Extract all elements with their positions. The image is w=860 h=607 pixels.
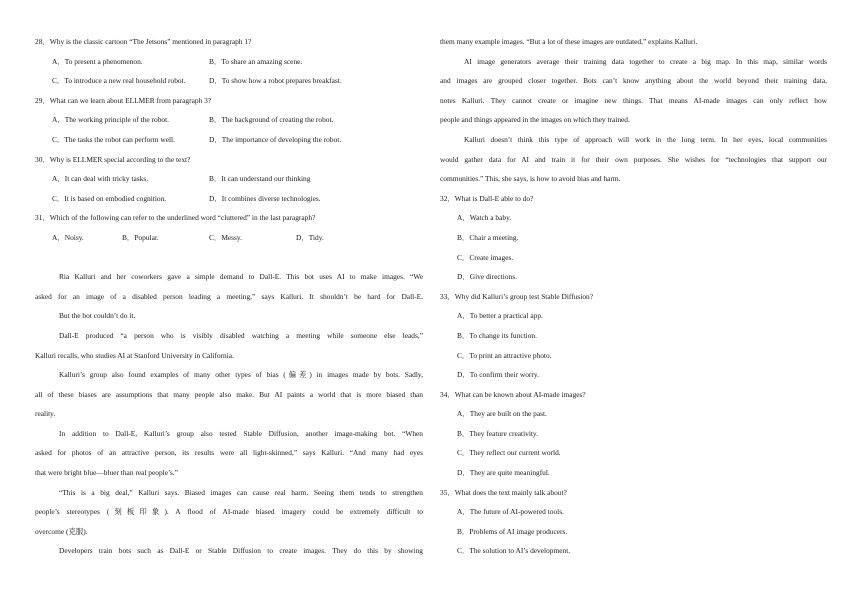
option-30-c: C．It is based on embodied cognition. — [52, 193, 167, 203]
question-29-options-row2 — [35, 130, 423, 150]
passage-line: But the bot couldn’t do it. — [59, 311, 136, 321]
passage-line: all of these biases are assumptions that many people also make. But AI paints a world that is more biased than — [35, 389, 423, 399]
option-32-a: A．Watch a baby. — [457, 213, 512, 223]
passage-line: “This is a big deal,” Kalluri says. Biased images can cause real harm. Seeing them tends to strengthen — [59, 487, 423, 497]
passage-line: would gather data for AI and train it for their own purposes. She wishes for “technologies that support our — [440, 154, 827, 164]
question-31-stem: 31．Which of the following can refer to the underlined word “cluttered” in the last paragraph? — [35, 213, 316, 223]
passage-line: overcome (克服). — [35, 526, 88, 536]
option-32-d: D．Give directions. — [457, 272, 517, 282]
option-35-b: B．Problems of AI image producers. — [457, 526, 568, 536]
question-28-options-row2 — [35, 71, 423, 91]
question-30-options-row2 — [35, 189, 423, 209]
question-34-stem: 34．What can be known about AI-made images? — [440, 389, 586, 399]
passage-line: them many example images. “But a lot of these images are outdated,” explains Kalluri. — [440, 37, 698, 46]
option-28-d: D．To show how a robot prepares breakfast. — [209, 76, 342, 86]
option-33-a: A．To better a practical app. — [457, 311, 543, 321]
option-31-c: C．Messy. — [209, 232, 242, 242]
passage-line: Dall-E produced “a person who is visibly disabled watching a meeting while someone else leads,” — [59, 330, 423, 340]
option-28-c: C．To introduce a new real household robot. — [52, 76, 186, 86]
option-31-d: D．Tidy. — [296, 232, 324, 242]
option-29-c: C．The tasks the robot can perform well. — [52, 134, 175, 144]
question-29-stem: 29．What can we learn about ELLMER from paragraph 3? — [35, 95, 212, 105]
passage-line: that were bright blue—bluer than real people’s.” — [35, 468, 179, 478]
option-35-a: A．The future of AI-powered tools. — [457, 507, 564, 517]
passage-right — [440, 32, 827, 189]
question-31-options-row — [35, 228, 423, 248]
passage-line: Developers train bots such as Dall-E or Stable Diffusion to create images. They do this by showing — [59, 546, 423, 556]
option-29-a: A．The working principle of the robot. — [52, 115, 169, 125]
option-29-b: B．The background of creating the robot. — [209, 115, 334, 125]
passage-line: Ria Kalluri and her coworkers gave a simple demand to Dall-E. This bot uses AI to make images. “We — [59, 272, 423, 282]
option-35-c: C．The solution to AI’s development. — [457, 546, 571, 556]
option-34-d: D．They are quite meaningful. — [457, 468, 550, 478]
option-33-b: B．To change its function. — [457, 330, 537, 340]
option-32-c: C．Create images. — [457, 252, 514, 262]
passage-line: Kalluri recalls, who studies AI at Stanford University in California. — [35, 350, 234, 360]
left-column — [35, 32, 423, 561]
option-33-c: C．To print an attractive photo. — [457, 350, 552, 360]
option-30-a: A．It can deal with tricky tasks. — [52, 174, 149, 184]
passage-line: Kalluri doesn’t think this type of approach will work in the long term. In her eyes, local communities — [464, 134, 827, 144]
option-34-c: C．They reflect our current world. — [457, 448, 561, 458]
option-28-a: A．To present a phenomenon. — [52, 56, 143, 66]
question-28-options-row1 — [35, 52, 423, 72]
question-30-stem: 30．Why is ELLMER special according to the text? — [35, 154, 191, 164]
passage-line: communities.” This, she says, is how to avoid bias and harm. — [440, 174, 621, 184]
question-28-stem: 28．Why is the classic cartoon “The Jetsons” mentioned in paragraph 1? — [35, 37, 252, 46]
passage-left — [35, 267, 423, 561]
option-29-d: D．The importance of developing the robot. — [209, 134, 342, 144]
passage-line: reality. — [35, 409, 56, 419]
question-35-stem: 35．What does the text mainly talk about? — [440, 487, 567, 497]
option-31-a: A．Noisy. — [52, 232, 84, 242]
option-34-b: B．They feature creativity. — [457, 428, 538, 438]
passage-line: AI image generators average their training data together to create a big map. In this map, similar words — [464, 56, 827, 66]
option-30-d: D．It combines diverse technologies. — [209, 193, 321, 203]
right-column — [440, 32, 827, 561]
question-29-options-row1 — [35, 110, 423, 130]
passage-line: In addition to Dall-E, Kalluri’s group also tested Stable Diffusion, another image-making bot. “When — [59, 428, 423, 438]
option-30-b: B．It can understand our thinking — [209, 174, 311, 184]
passage-line: people and things appeared in the images on which they trained. — [440, 115, 630, 125]
option-28-b: B．To share an amazing scene. — [209, 56, 303, 66]
spacer — [35, 248, 423, 268]
option-31-b: B．Popular. — [122, 232, 159, 242]
question-30-options-row1 — [35, 169, 423, 189]
passage-line: asked for an image of a disabled person leading a meeting,” says Kalluri. It shouldn’t be hard for Dall-E. — [35, 291, 423, 301]
question-33-stem: 33．Why did Kalluri’s group test Stable Diffusion? — [440, 291, 593, 301]
passage-line: asked for photos of an attractive person, its results were all light-skinned,” says Kalluri. “And many had eyes — [35, 448, 423, 458]
passage-line: people’s stereotypes (刻板印象). A flood of AI-made biased imagery could be extremely difficult to — [35, 507, 423, 517]
option-32-b: B．Chair a meeting. — [457, 232, 519, 242]
passage-line: Kalluri’s group also found examples of many other types of bias (偏差) in images made by bots. Sadly, — [59, 370, 423, 380]
passage-line: and images are grouped closer together. Bots can’t know anything about the world beyond their training data, — [440, 76, 827, 86]
option-34-a: A．They are built on the past. — [457, 409, 547, 419]
question-32-stem: 32．What is Dall-E able to do? — [440, 193, 534, 203]
passage-line: notes Kalluri. They cannot create or imagine new things. That means AI-made images can only reflect how — [440, 95, 827, 105]
option-33-d: D．To confirm their worry. — [457, 370, 539, 380]
